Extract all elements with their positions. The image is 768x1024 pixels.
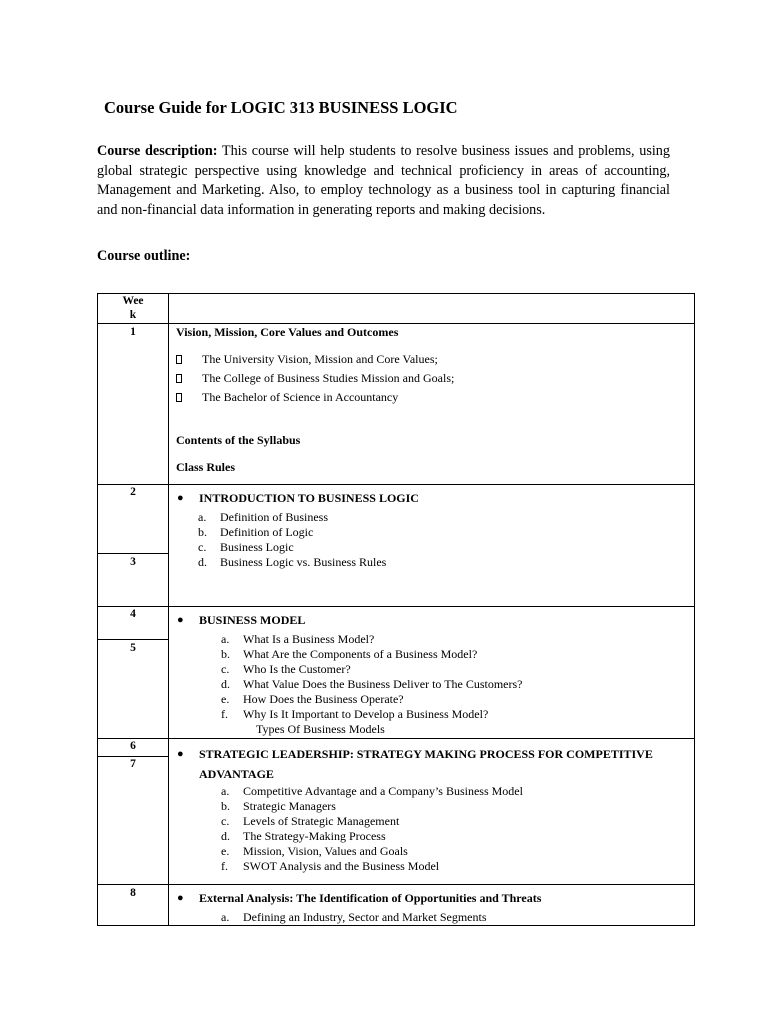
bullet-box-icon <box>176 390 202 406</box>
week-number: 3 <box>130 556 136 568</box>
bullet-icon: ● <box>177 892 184 904</box>
section-title: STRATEGIC LEADERSHIP: STRATEGY MAKING PROCESS FOR COMPETITIVE ADVANTAGE <box>199 747 653 781</box>
list-item: a. Competitive Advantage and a Company’s Business Model <box>221 784 523 798</box>
row-line <box>98 484 694 485</box>
list-item: a. Defining an Industry, Sector and Market Segments <box>221 910 487 924</box>
list-item: b. Strategic Managers <box>221 799 336 813</box>
bullet-box-icon <box>176 371 202 387</box>
week-number: 7 <box>130 758 136 770</box>
course-description-label: Course description: <box>97 143 218 159</box>
week-header: Wee k <box>122 295 144 321</box>
section-business-model <box>176 613 691 737</box>
bullet-icon: ● <box>177 748 184 760</box>
list-item: e. How Does the Business Operate? <box>221 692 404 706</box>
list-item: a. Definition of Business <box>198 510 328 524</box>
week-number: 5 <box>130 642 136 654</box>
week1-title: Vision, Mission, Core Values and Outcomes <box>176 325 399 339</box>
row-line <box>98 884 694 885</box>
syllabus-contents: Contents of the Syllabus <box>176 433 301 447</box>
bullet-box-icon <box>176 352 202 368</box>
sub-item: Types Of Business Models <box>256 722 385 736</box>
week-row-line <box>98 639 168 640</box>
section-title: BUSINESS MODEL <box>199 613 306 627</box>
list-item: d. The Strategy-Making Process <box>221 829 386 843</box>
section-strategic-leadership <box>176 744 691 874</box>
bullet-icon: ● <box>177 614 184 626</box>
week-number: 2 <box>130 486 136 498</box>
course-outline-table <box>97 293 695 926</box>
section-title: External Analysis: The Identification of Opportunities and Threats <box>199 891 542 905</box>
list-item: c. Who Is the Customer? <box>221 662 351 676</box>
list-item: c. Business Logic <box>198 540 294 554</box>
list-item: d. Business Logic vs. Business Rules <box>198 555 387 569</box>
list-item: e. Mission, Vision, Values and Goals <box>221 844 408 858</box>
section-business-logic <box>176 491 691 570</box>
row-line <box>98 323 694 324</box>
section-title: INTRODUCTION TO BUSINESS LOGIC <box>199 491 419 505</box>
list-item: f. Why Is It Important to Develop a Business Model? <box>221 707 489 721</box>
list-item: The Bachelor of Science in Accountancy <box>176 390 691 406</box>
row-line <box>98 738 694 739</box>
column-divider <box>168 294 169 925</box>
week-number: 4 <box>130 608 136 620</box>
list-item: b. Definition of Logic <box>198 525 314 539</box>
week-number: 6 <box>130 740 136 752</box>
list-item: a. What Is a Business Model? <box>221 632 375 646</box>
list-item: f. SWOT Analysis and the Business Model <box>221 859 440 873</box>
list-item: The College of Business Studies Mission and Goals; <box>176 371 691 387</box>
week1-content <box>176 325 691 475</box>
course-description-text: This course will help students to resolve business issues and problems, using global strategic perspective using knowledge and technical proficiency in areas of accounting, Management and Marketing. Also, to employ technology as a business tool in capturing financial and non-financial data information in generating reports and making decisions. <box>97 143 670 218</box>
class-rules: Class Rules <box>176 460 236 474</box>
course-description <box>97 142 670 220</box>
week-row-line <box>98 553 168 554</box>
course-outline-heading: Course outline: <box>97 248 191 264</box>
week-number: 8 <box>130 887 136 899</box>
list-item: d. What Value Does the Business Deliver to The Customers? <box>221 677 523 691</box>
section-external-analysis <box>176 891 691 925</box>
week-number: 1 <box>130 326 136 338</box>
list-item: The University Vision, Mission and Core Values; <box>176 352 691 368</box>
row-line <box>98 606 694 607</box>
bullet-icon: ● <box>177 492 184 504</box>
list-item: b. What Are the Components of a Business Model? <box>221 647 478 661</box>
list-item: c. Levels of Strategic Management <box>221 814 400 828</box>
document-title: Course Guide for LOGIC 313 BUSINESS LOGIC <box>104 98 458 117</box>
